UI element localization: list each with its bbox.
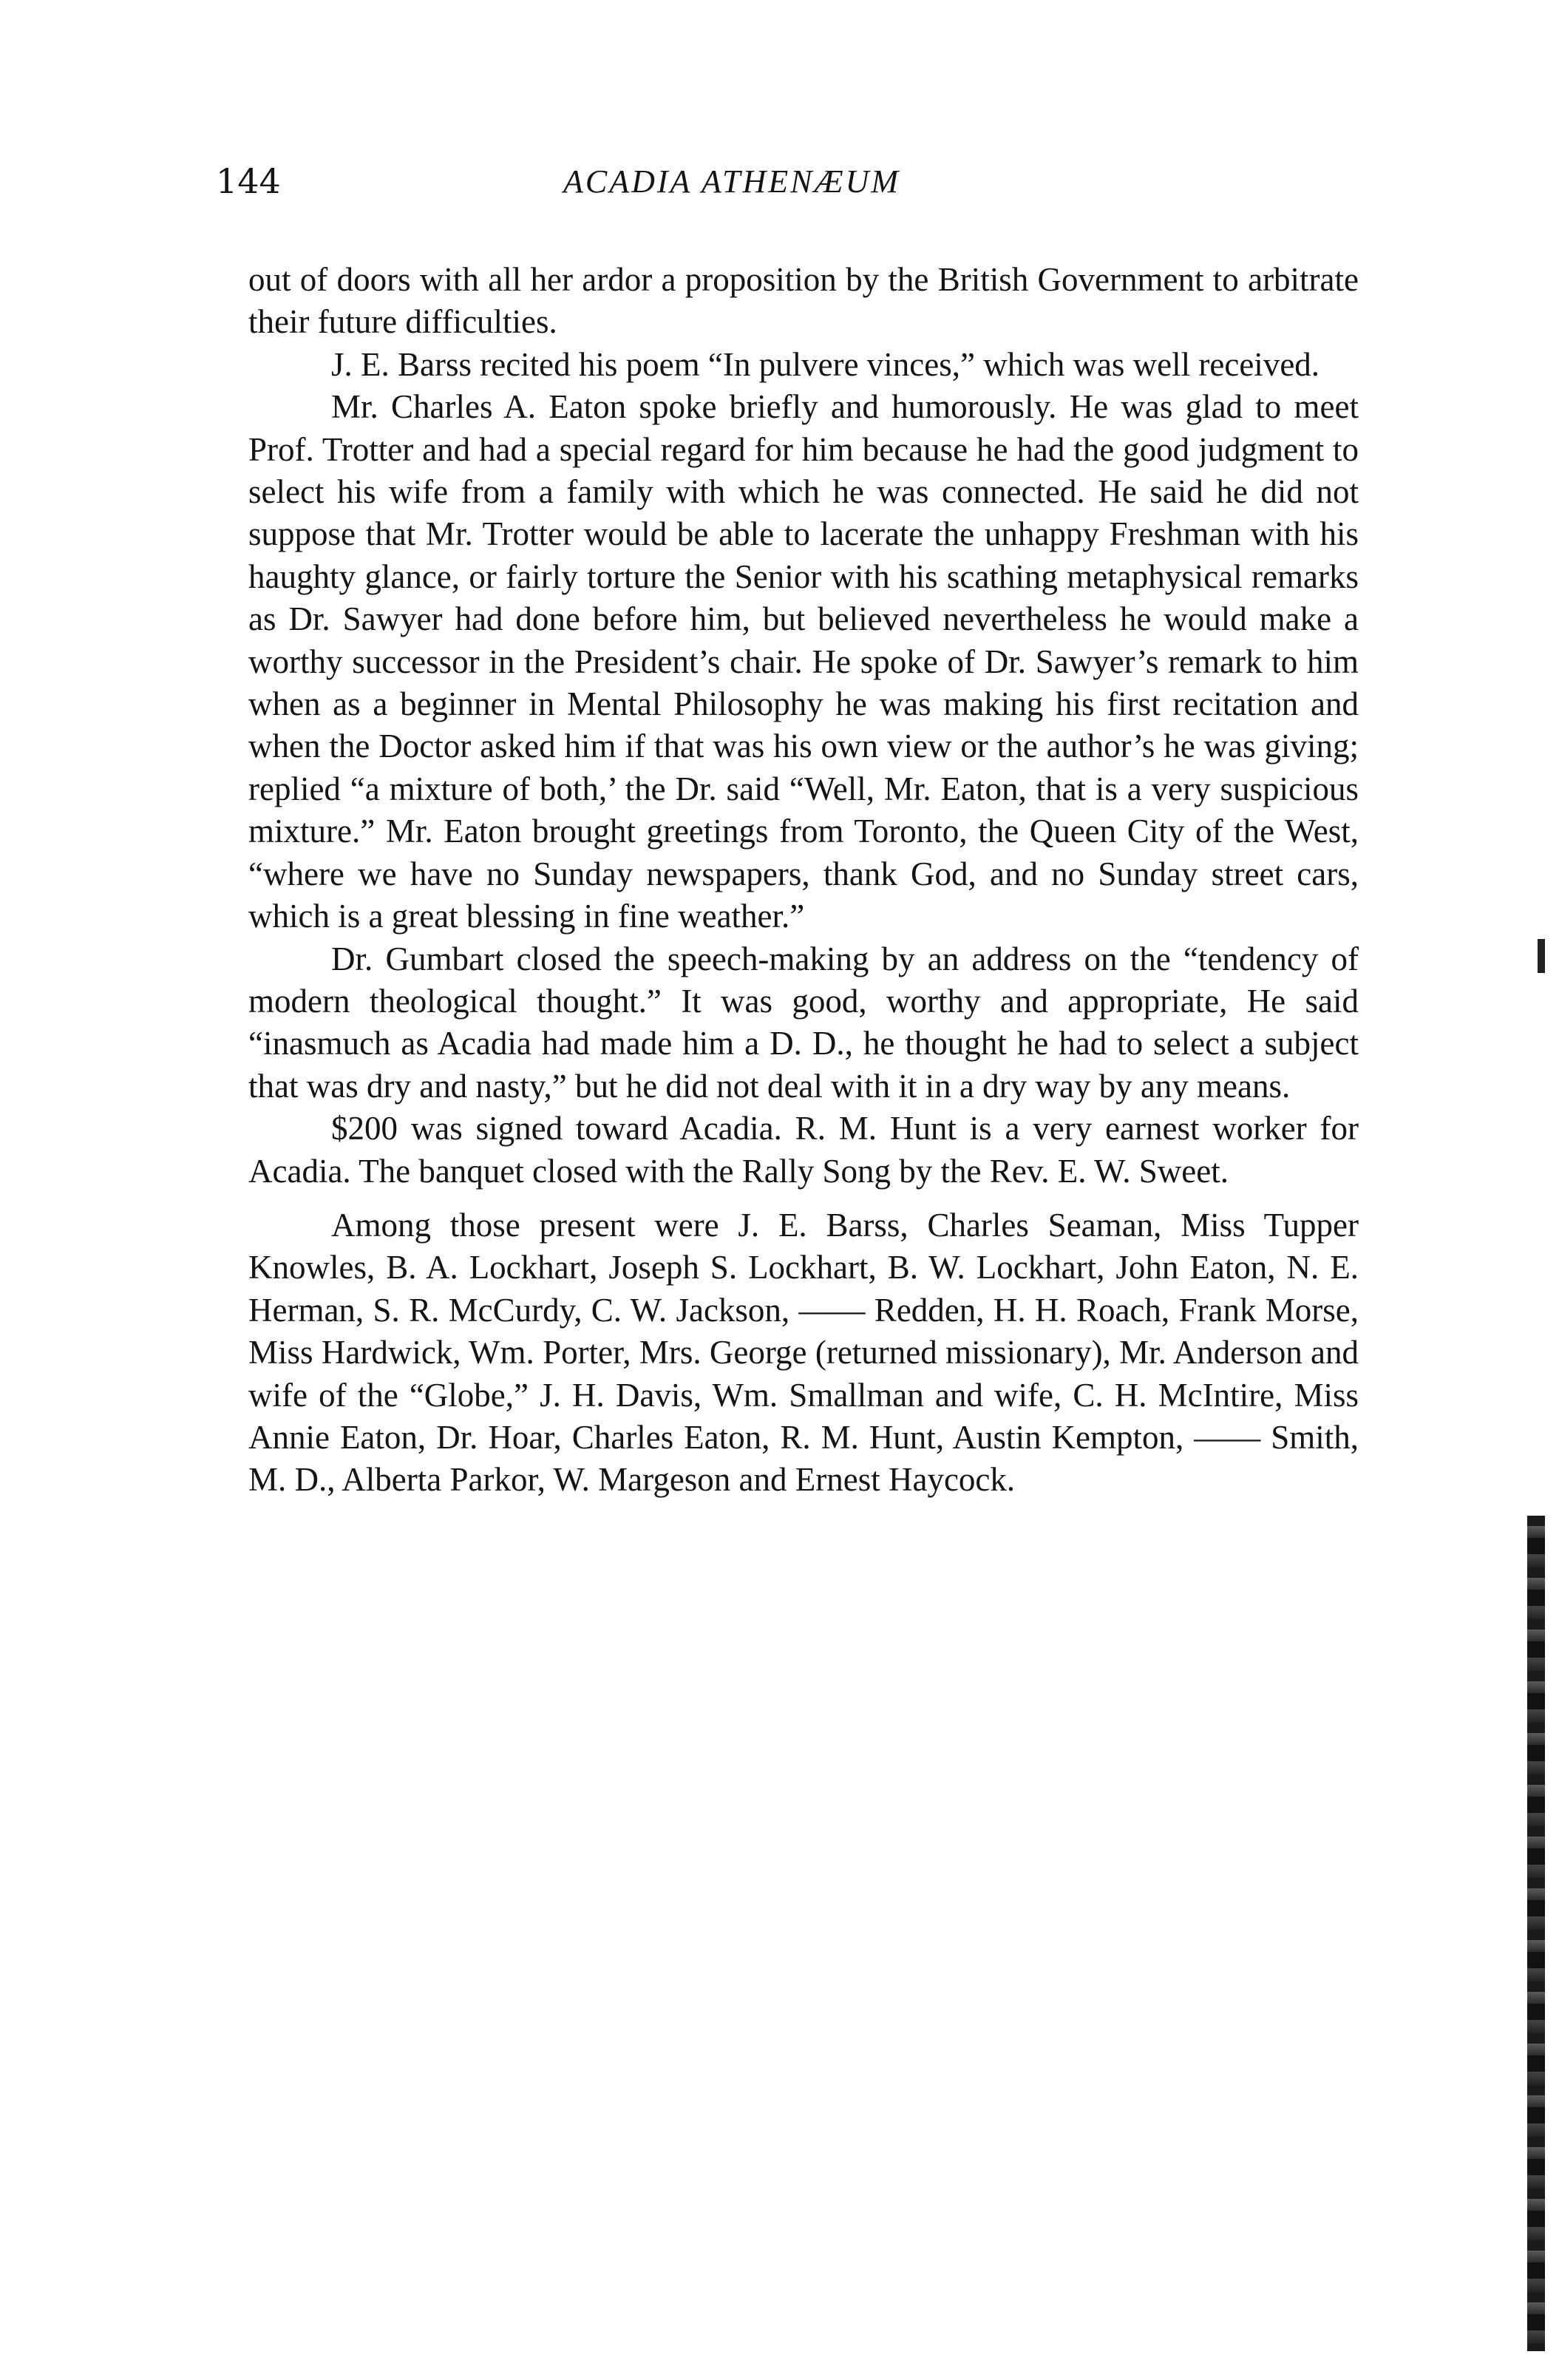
scan-edge-mark [1538,939,1545,973]
running-head: ACADIA ATHENÆUM [563,163,901,200]
paragraph-barss-poem: J. E. Barss recited his poem “In pulvere vinces,” which was well received. [331,345,1320,383]
paragraph-eaton-speech: Mr. Charles A. Eaton spoke briefly and humorously. He was glad to meet Prof. Trotter and had a special regard for him because he had the good judgment to select his wife from a family with which he was connected. He said he did not suppose that Mr. Trotter would be able to lacerate the unhappy Freshman with his haughty glance, or fairly torture the Senior with his scathing metaphysical remarks as Dr. Sawyer had done before him, but believed nevertheless he would make a worthy successor in the President’s chair. He spoke of Dr. Sawyer’s remark to him when as a beginner in Mental Philosophy he was making his first recitation and when the Doctor asked him if that was his own view or the author’s he was giving; replied “a mixture of both,’ the Dr. said “Well, Mr. Eaton, that is a very suspicious mixture.” Mr. Eaton brought greetings from Toronto, the Queen City of the West, “where we have no Sunday newspapers, thank God, and no Sunday street cars, which is a great blessing in fine weather.” [248,388,1359,935]
article-body [248,259,1359,1502]
paragraph-gumbart-address: Dr. Gumbart closed the speech-making by an address on the “tendency of modern theological thought.” It was good, worthy and appropriate, He said “inasmuch as Acadia had made him a D. D., he thought he had to select a subject that was dry and nasty,” but he did not deal with it in a dry way by any means. [248,940,1359,1105]
paragraph-attendees: Among those present were J. E. Barss, Charles Seaman, Miss Tupper Knowles, B. A. Lockhart, Joseph S. Lockhart, B. W. Lockhart, John Eaton, N. E. Herman, S. R. McCurdy, C. W. Jackson, —— Redden, H. H. Roach, Frank Morse, Miss Hardwick, Wm. Porter, Mrs. George (returned missionary), Mr. Anderson and wife of the “Globe,” J. H. Davis, Wm. Smallman and wife, C. H. McIntire, Miss Annie Eaton, Dr. Hoar, Charles Eaton, R. M. Hunt, Austin Kempton, —— Smith, M. D., Alberta Parkor, W. Margeson and Ernest Haycock. [248,1206,1359,1499]
page-number: 144 [216,161,281,201]
scan-edge-strip [1527,1516,1545,2351]
paragraph-donation: $200 was signed toward Acadia. R. M. Hunt is a very earnest worker for Acadia. The banquet closed with the Rally Song by the Rev. E. W. Sweet. [248,1110,1359,1190]
page-header [216,161,1369,213]
paragraph-continued: out of doors with all her ardor a proposition by the British Government to arbitrate their future difficulties. [248,261,1359,341]
